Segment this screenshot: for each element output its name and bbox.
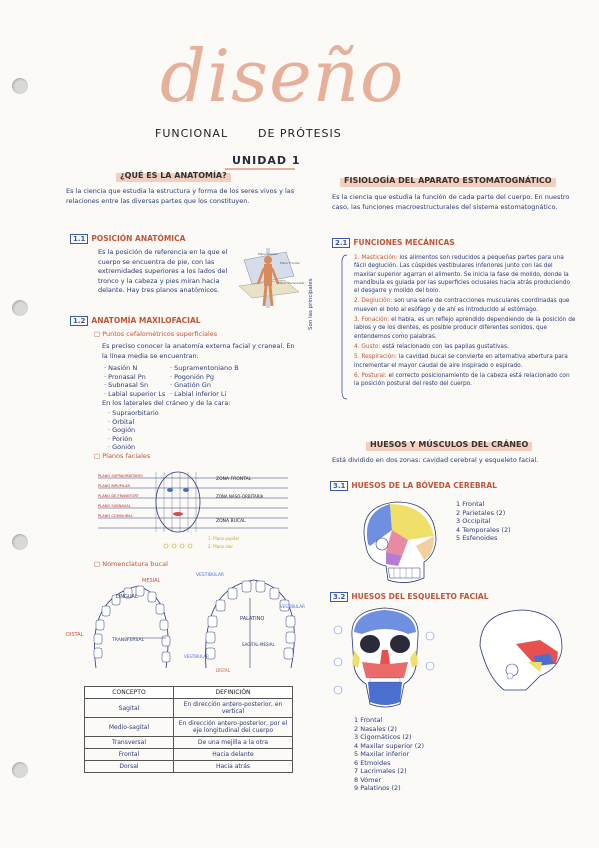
- section-3-2-heading: 3.2 HUESOS DEL ESQUELETO FACIAL: [330, 592, 489, 602]
- table-row: [85, 718, 293, 737]
- physiology-definition: Es la ciencia que estudia la función de cada parte del cuerpo. En nuestro caso, las funciones macroestructurales del sistema estomatognático.: [332, 193, 570, 211]
- bones-intro-text: Está dividido en dos zonas: cavidad cerebral y esqueleto facial.: [332, 456, 539, 464]
- anatomical-position-text: Es la posición de referencia en la que el cuerpo se encuentra de pie, con las extremidades superiores a los lados del tronco y la cabeza y pies miran hacia delante. Hay tres planos anatómicos.: [98, 248, 228, 294]
- function-item: 2. Deglución: son una serie de contracciones musculares coordinadas que mueven el bolo al esófago y de ahí es introducido al estómago.: [354, 298, 570, 313]
- dental-arches-diagram: [66, 568, 306, 676]
- cephalometric-points-title: □ Puntos cefalométricos superficiales: [94, 330, 218, 338]
- table-row: [85, 737, 293, 749]
- zone-label: ZONA BUCAL: [216, 519, 246, 524]
- section-1-1-heading: 1.1 POSICIÓN ANATÓMICA: [70, 234, 185, 244]
- binder-hole: [12, 300, 28, 316]
- table-header: DEFINICIÓN: [174, 687, 293, 699]
- nomen-label: VESTIBULAR: [280, 604, 305, 609]
- function-item: 3. Fonación: el habla, es un reflejo aprendido dependiendo de la posición de labios y de los dientes, es posible producir diferentes sonidos, que entendemos como palabras.: [354, 317, 576, 340]
- facial-skeleton-lateral: [470, 606, 570, 694]
- table-header: CONCEPTO: [85, 687, 174, 699]
- nomen-label: VESTIBULAR: [196, 573, 225, 578]
- table-row: [85, 749, 293, 761]
- table-cell: Transversal: [85, 737, 174, 749]
- facial-plane-label: PLANO DE FRANKFORT: [98, 494, 139, 498]
- table-cell: En dirección antero-posterior, en vertical: [174, 699, 293, 718]
- midline-points-b: · Supramentoniano B · Pogonión Pg · Gnatión Gn · Labial inferior Li: [170, 364, 239, 398]
- cephalometric-points-text: Es preciso conocer la anatomía externa facial y craneal. En la línea media se encuentran:: [102, 342, 295, 360]
- binder-hole: [12, 78, 28, 94]
- subtitle-left: FUNCIONAL: [155, 127, 229, 140]
- nomen-label: VESTIBULAR: [184, 654, 209, 659]
- cranial-vault-skull: [346, 496, 446, 588]
- table-cell: En dirección antero-posterior, por el eje longitudinal del cuerpo: [174, 718, 293, 737]
- plane-label: Plano Frontal: [280, 261, 300, 265]
- facial-plane-label: PLANO BIPUPILAR: [98, 484, 130, 488]
- section-2-1-heading: 2.1 FUNCIONES MECÁNICAS: [332, 238, 455, 248]
- table-row: [85, 699, 293, 718]
- function-item: 5. Respiración: la cavidad bucal se convierte en alternativa abertura para incrementar el mayor caudal de aire inspirado o espirado.: [354, 354, 568, 369]
- table-cell: Hacia atrás: [174, 761, 293, 773]
- facial-skeleton-front: [330, 606, 440, 710]
- subtitle-right: DE PRÓTESIS: [258, 127, 342, 140]
- facial-planes-title: □ Planos faciales: [94, 452, 151, 460]
- physiology-heading: FISIOLOGÍA DEL APARATO ESTOMATOGNÁTICO: [344, 176, 552, 185]
- table-cell: Medio-sagital: [85, 718, 174, 737]
- concepts-table: [84, 686, 293, 773]
- function-item: 4. Gusto: está relacionado con las papilas gustativas.: [354, 343, 509, 350]
- function-item: 6. Postural: el correcto posicionamiento de la cabeza está relacionado con la posición postural del resto del cuerpo.: [354, 372, 570, 388]
- plane-label: Plano Sagital: [258, 252, 278, 256]
- zone-label: ZONA FRONTAL: [216, 477, 252, 482]
- plane-note: 1. Plano pupilar: [208, 536, 240, 541]
- nomen-label: DISTAL: [66, 632, 84, 638]
- principal-side-label: Son las principales: [308, 278, 314, 330]
- binder-hole: [12, 534, 28, 550]
- table-cell: Frontal: [85, 749, 174, 761]
- lateral-points-intro: En los laterales del cráneo y de la cara:: [102, 399, 231, 407]
- functions-bracket: [340, 254, 348, 400]
- anatomy-question-heading: ¿QUÉ ES LA ANATOMÍA?: [120, 171, 227, 180]
- nomen-label: TRANSFERSAL: [112, 638, 145, 643]
- facial-plane-label: PLANO SUBNASAL: [98, 504, 131, 508]
- facial-skeleton-list: 1 Frontal 2 Nasales (2) 3 Cigomáticos (2) 4 Maxilar superior (2) 5 Maxilar inferior 6 Etmoides 7 Lacrimales (2) 8 Vómer 9 Palatinos (2): [354, 716, 425, 792]
- table-header-row: [85, 687, 293, 699]
- bones-muscles-heading: HUESOS Y MÚSCULOS DEL CRÁNEO: [370, 440, 528, 449]
- zone-label: ZONA NASO-ORBITARIA: [216, 494, 264, 499]
- binder-hole: [12, 762, 28, 778]
- nomen-label: DISTAL: [216, 668, 230, 673]
- nomen-label: MESIAL: [142, 578, 161, 584]
- section-1-2-heading: 1.2 ANATOMÍA MAXILOFACIAL: [70, 316, 201, 326]
- section-3-1-heading: 3.1 HUESOS DE LA BÓVEDA CEREBRAL: [330, 481, 497, 491]
- anatomy-definition: Es la ciencia que estudia la estructura y forma de los seres vivos y las relaciones entre las diversas partes que los constituyen.: [66, 187, 295, 205]
- function-item: 1. Masticación: los alimentos son reducidos a pequeñas partes para una fácil deglución. Las cúspides vestibulares inferiores junto con las del maxilar superior agarran el alimento. Se inicia la fase de molido, donde la mandíbula es guiada por las superficies oclusales hacia atrás produciendo el desgarre y molido del bolo.: [354, 255, 570, 295]
- functions-list: [354, 254, 576, 388]
- table-row: [85, 761, 293, 773]
- lateral-points-list: · Supraorbitario · Orbital · Gogión · Porión · Gonión: [108, 409, 159, 451]
- midline-points-a: · Nasión N · Pronasal Pn · Subnasal Sn · Labial superior Ls: [104, 364, 166, 398]
- page-title: diseño: [160, 34, 405, 118]
- nomen-label: SAGITAL-MESIAL: [242, 642, 275, 647]
- nomen-label: PALATINO: [240, 616, 265, 622]
- plane-note: 2. Plano alar: [208, 544, 233, 549]
- table-cell: De una mejilla a la otra: [174, 737, 293, 749]
- unit-underline: [225, 168, 295, 171]
- cranial-vault-list: 1 Frontal 2 Parietales (2) 3 Occipital 4 Temporales (2) 5 Esfenoides: [456, 500, 511, 542]
- anatomical-planes-figure: [234, 246, 304, 310]
- nomen-label: LINGUAL: [116, 594, 138, 600]
- table-cell: Hacia delante: [174, 749, 293, 761]
- oral-nomenclature-title: □ Nomenclatura bucal: [94, 560, 168, 568]
- facial-planes-diagram: [98, 466, 298, 558]
- unit-heading: UNIDAD 1: [232, 154, 301, 167]
- facial-plane-label: PLANO SUPRAORBITARIO: [98, 474, 143, 478]
- table-cell: Sagital: [85, 699, 174, 718]
- plane-label: Plano Transversal: [278, 281, 304, 285]
- table-cell: Dorsal: [85, 761, 174, 773]
- facial-plane-label: PLANO COMISURAL: [98, 514, 133, 518]
